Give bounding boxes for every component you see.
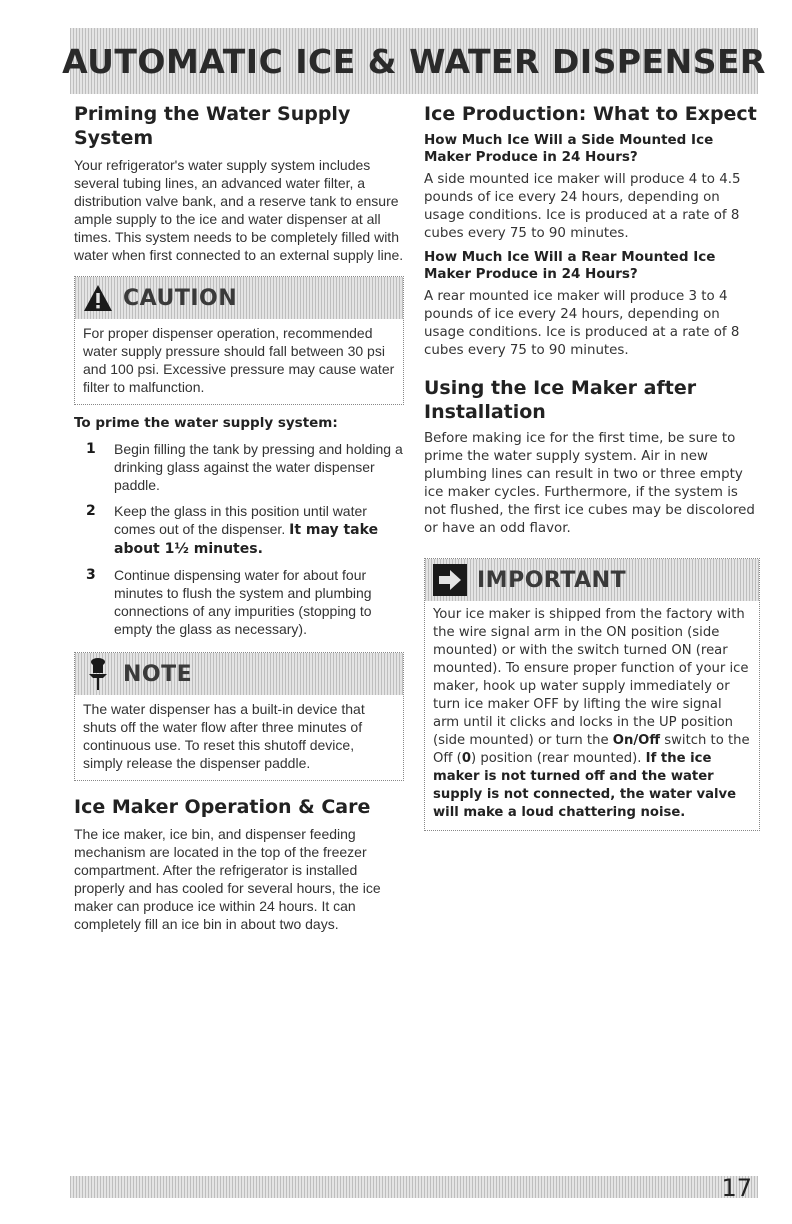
page-title: AUTOMATIC ICE & WATER DISPENSER xyxy=(62,41,766,81)
arrow-right-icon xyxy=(433,564,467,596)
zero-label: 0 xyxy=(461,751,471,766)
list-item xyxy=(74,502,404,558)
page-number: 17 xyxy=(721,1174,752,1202)
important-bold-text: If the ice maker is not turned off and the water supply is not connected, the water valve will make a loud chattering noise. xyxy=(433,751,737,820)
rear-mounted-answer: A rear mounted ice maker will produce 3 to 4 pounds of ice every 24 hours, depending on usage conditions. Ice is produced at a rate of 8 cubes every 75 to 90 minutes. xyxy=(424,289,740,358)
caution-text: For proper dispenser operation, recommended water supply pressure should fall between 30 psi and 100 psi. Excessive pressure may cause water filter to malfunction. xyxy=(83,325,395,395)
rear-mounted-question: How Much Ice Will a Rear Mounted Ice Maker Produce in 24 Hours? xyxy=(424,249,716,282)
steps-title: To prime the water supply system: xyxy=(74,415,338,431)
priming-heading: Priming the Water Supply System xyxy=(74,103,351,149)
step-text: Begin filling the tank by pressing and holding a drinking glass against the water dispenser paddle. xyxy=(114,441,403,493)
important-box xyxy=(424,558,760,831)
production-heading: Ice Production: What to Expect xyxy=(424,103,757,125)
important-label: IMPORTANT xyxy=(477,567,627,593)
note-header xyxy=(75,653,403,695)
on-off-label: On/Off xyxy=(612,733,661,748)
step-number: 1 xyxy=(86,441,96,457)
side-mounted-answer: A side mounted ice maker will produce 4 to 4.5 pounds of ice every 24 hours, depending on usage conditions. Ice is produced at a rate of 8 cubes every 75 to 90 minutes. xyxy=(424,172,741,241)
list-item xyxy=(74,566,404,638)
priming-text: Your refrigerator's water supply system includes several tubing lines, an advanced water filter, a distribution valve bank, and a reserve tank to ensure ample supply to the ice and water dispenser at all times. This system needs to be completely filled with water when first connected to an external supply line. xyxy=(74,157,404,263)
pushpin-icon xyxy=(83,657,113,691)
step-number: 3 xyxy=(86,567,96,583)
page-banner xyxy=(62,28,766,94)
page-footer xyxy=(70,1174,758,1202)
caution-header xyxy=(75,277,403,319)
operation-heading: Ice Maker Operation & Care xyxy=(74,796,371,818)
caution-label: CAUTION xyxy=(123,285,238,311)
step-number: 2 xyxy=(86,503,96,519)
warning-icon xyxy=(83,284,113,312)
important-text: Your ice maker is shipped from the factory with the wire signal arm in the ON position (side mounted) or with the switch turned ON (rear mounted). To ensure proper function of your ice maker, hook up water supply immediately or turn ice maker OFF by lifting the wire signal arm until it clicks and locks in the UP position (side mounted) or turn the On/Off switch to the Off (0) position (rear mounted). If the ice maker is not turned off and the water supply is not connected, the water valve will make a loud chattering noise. xyxy=(433,607,750,820)
left-column xyxy=(74,102,404,933)
operation-text: The ice maker, ice bin, and dispenser feeding mechanism are located in the top of the freezer compartment. After the refrigerator is installed properly and has cooled for several hours, the ice maker can produce ice within 24 hours. It can completely fill an ice bin in about two days. xyxy=(74,826,381,932)
caution-box xyxy=(74,276,404,405)
important-header xyxy=(425,559,759,601)
step-text: Continue dispensing water for about four minutes to flush the system and plumbing connections of any impurities (stopping to empty the glass as necessary). xyxy=(114,567,372,637)
side-mounted-question: How Much Ice Will a Side Mounted Ice Maker Produce in 24 Hours? xyxy=(424,132,714,165)
step-bold-text: It may take about 1½ minutes. xyxy=(114,522,379,557)
step-text: Keep the glass in this position until water comes out of the dispenser. It may take about 1½ minutes. xyxy=(114,503,379,557)
right-column xyxy=(424,102,760,831)
note-label: NOTE xyxy=(123,661,193,687)
note-text: The water dispenser has a built-in device that shuts off the water flow after three minutes of continuous use. To reset this shutoff device, simply release the dispenser paddle. xyxy=(83,701,365,771)
list-item xyxy=(74,440,404,494)
using-text: Before making ice for the first time, be sure to prime the water supply system. Air in new plumbing lines can result in two or three empty ice maker cycles. Furthermore, if the system is not flushed, the first ice cubes may be discolored or have an odd flavor. xyxy=(424,431,755,536)
note-box xyxy=(74,652,404,781)
using-heading: Using the Ice Maker after Installation xyxy=(424,377,697,423)
